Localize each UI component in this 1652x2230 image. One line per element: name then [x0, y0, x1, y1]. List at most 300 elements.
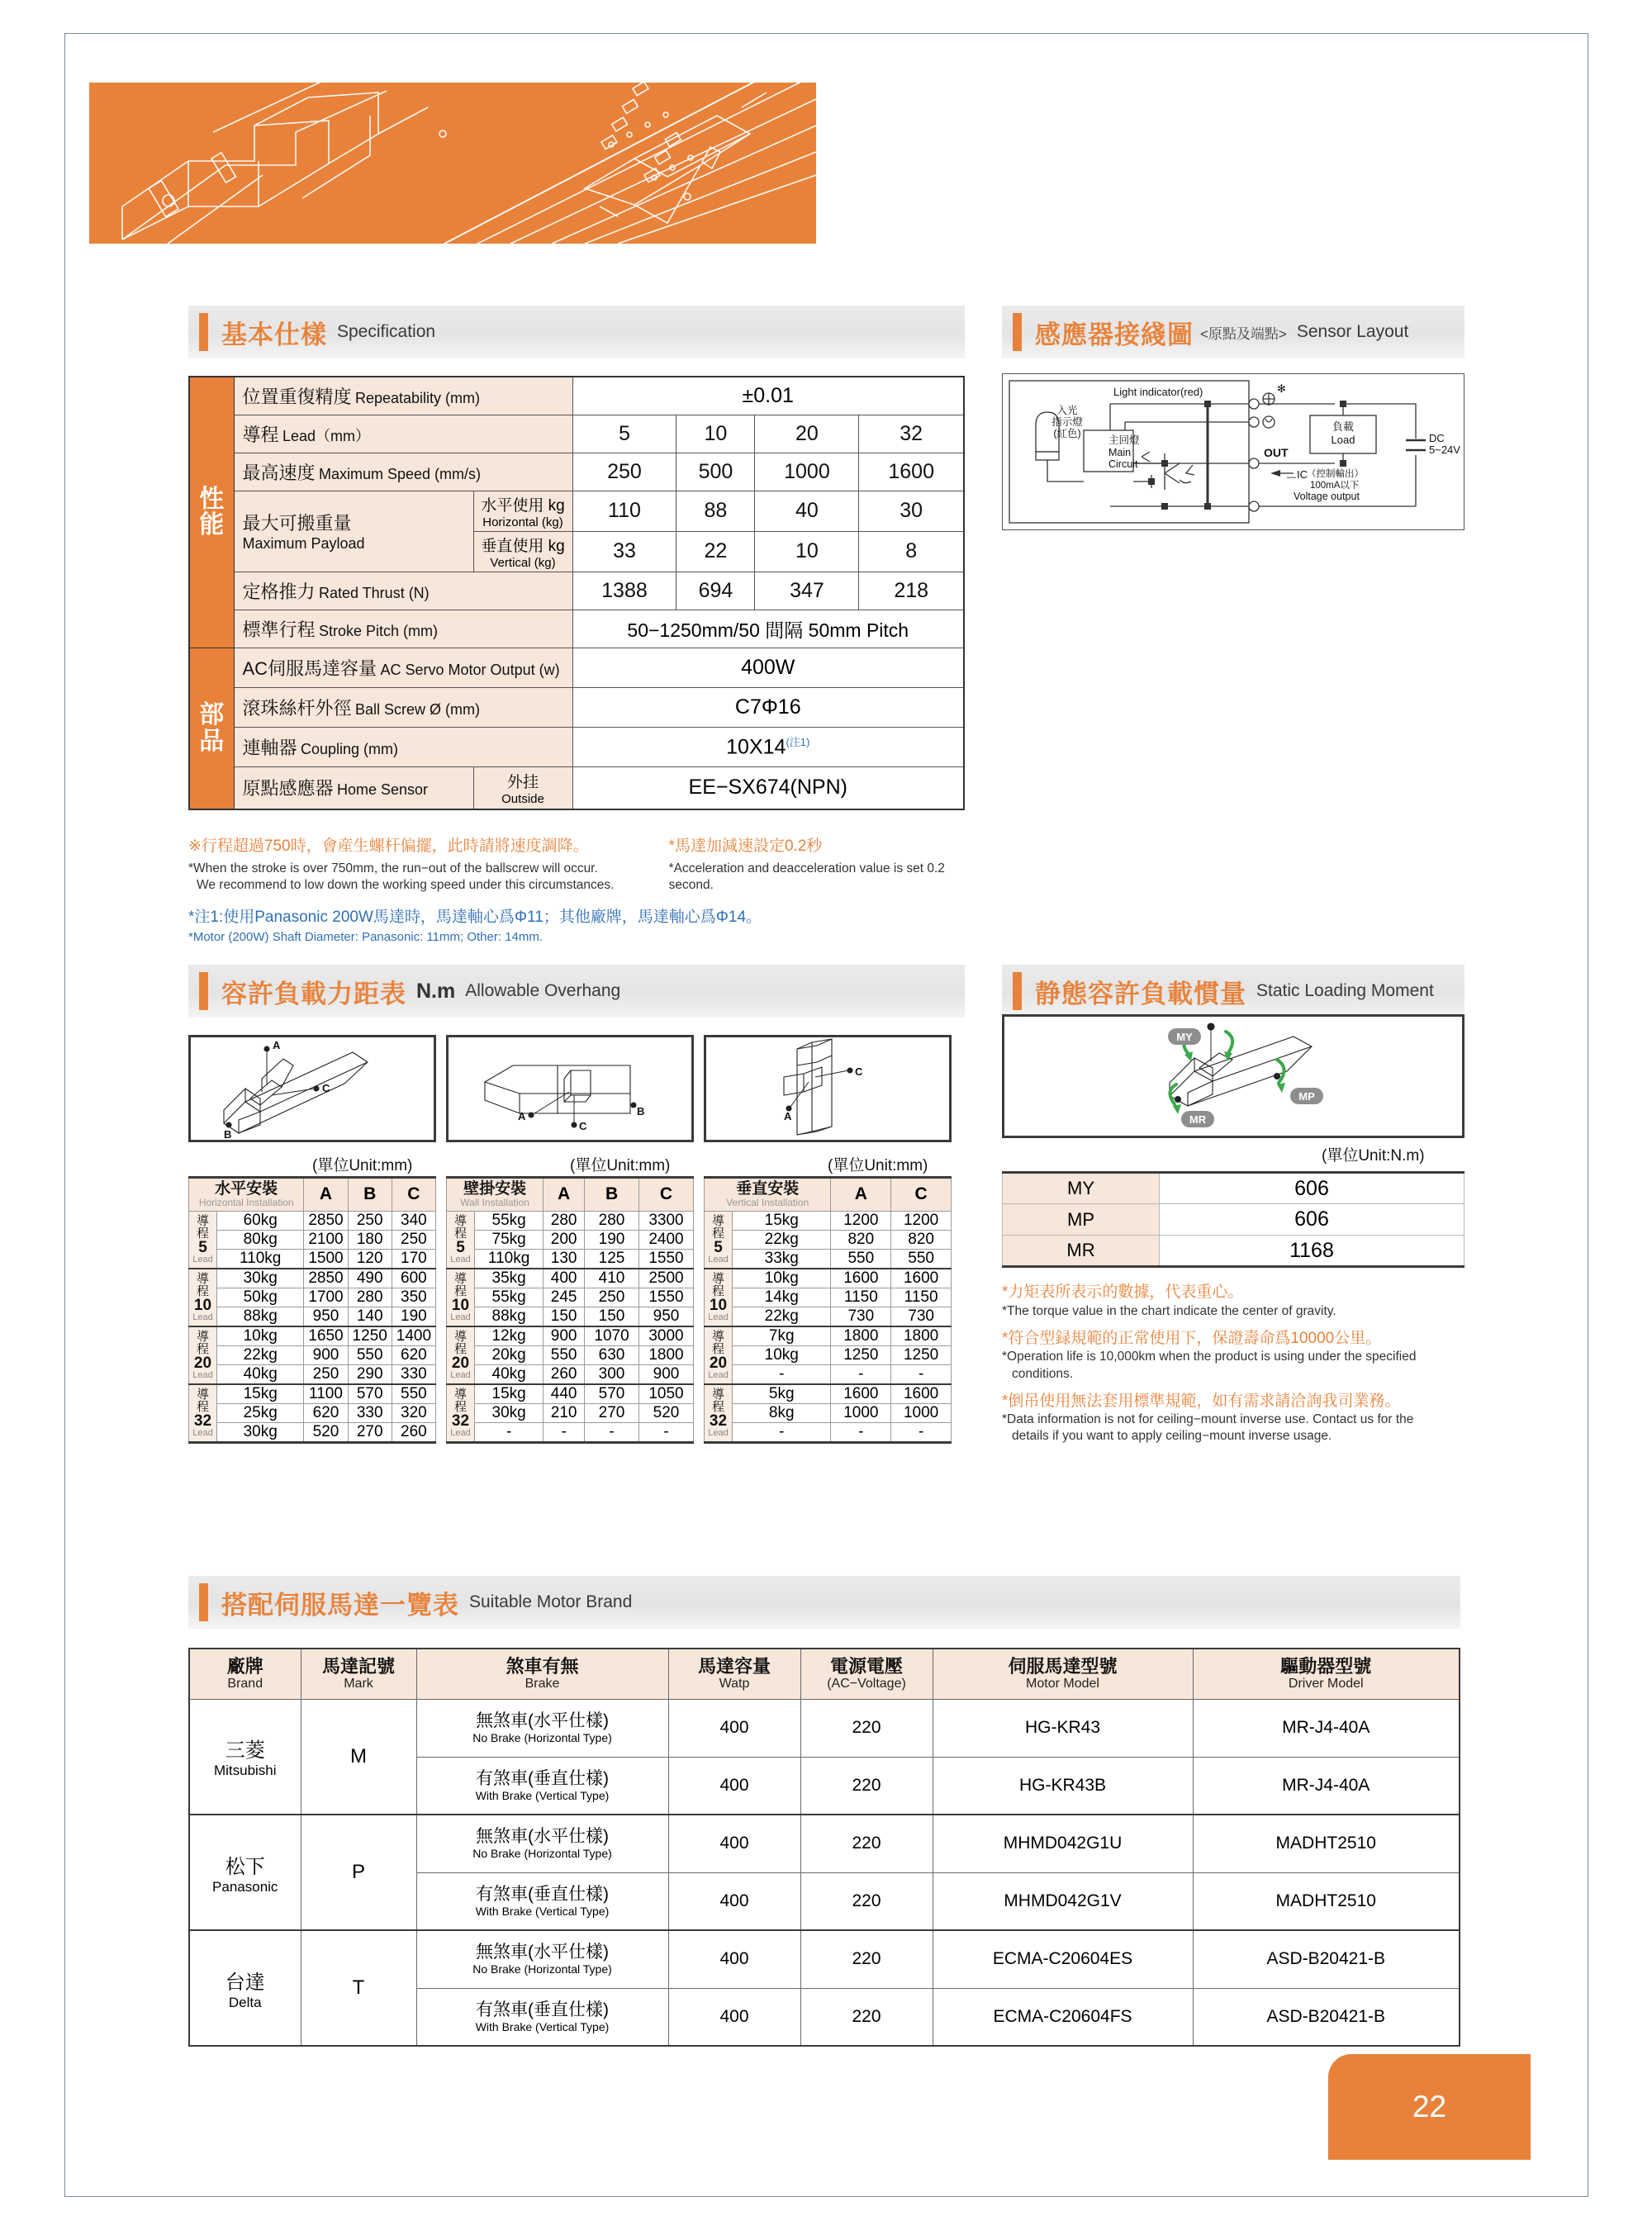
motor-model: HG-KR43 — [933, 1699, 1193, 1757]
overhang-value: 630 — [585, 1345, 639, 1364]
moment-note1-en: *The torque value in the chart indicate the center of gravity. — [1002, 1303, 1336, 1318]
section-title-cn: 搭配伺服馬達一覽表 — [221, 1590, 459, 1620]
overhang-lead-group-5: 導 程 5 Lead — [447, 1211, 475, 1269]
svg-text:A: A — [273, 1039, 281, 1051]
overhang-unit-label-horizontal: (單位Unit:mm) — [312, 1157, 413, 1174]
driver-model: MR-J4-40A — [1193, 1757, 1460, 1815]
table-row — [1003, 1204, 1464, 1236]
sensor-label-light-indicator: Light indicator(red) — [1113, 386, 1203, 398]
overhang-value: 2500 — [639, 1269, 694, 1288]
overhang-value: 260 — [392, 1422, 435, 1442]
svg-text:✻: ✻ — [1277, 382, 1286, 395]
motor-header-motor-model: 伺服馬達型號 Motor Model — [933, 1649, 1193, 1699]
driver-model: MADHT2510 — [1193, 1872, 1460, 1930]
overhang-value: 620 — [304, 1403, 348, 1422]
section-title-en: Specification — [337, 322, 436, 341]
motor-header-mark: 馬達記號 Mark — [301, 1649, 416, 1699]
spec-row-label-coupling: 連軸器 Coupling (mm) — [234, 727, 572, 766]
overhang-value: 210 — [544, 1403, 585, 1422]
overhang-weight: 40kg — [475, 1364, 544, 1384]
moment-key-mr: MR — [1003, 1236, 1160, 1267]
table-row — [705, 1230, 952, 1249]
overhang-value: 2100 — [304, 1230, 348, 1249]
overhang-value: 3000 — [639, 1326, 694, 1346]
overhang-table-wall — [446, 1176, 694, 1444]
motor-watt: 400 — [668, 1988, 800, 2046]
motor-watt: 400 — [668, 1757, 800, 1815]
spec-value-lead-2: 10 — [676, 415, 755, 453]
overhang-weight: 10kg — [217, 1326, 304, 1346]
overhang-weight: 50kg — [217, 1288, 304, 1307]
table-row — [189, 1249, 436, 1269]
driver-model: MADHT2510 — [1193, 1815, 1460, 1872]
spec-value-payload-v-1: 33 — [572, 531, 676, 572]
specification-table — [188, 376, 965, 810]
section-header-specification — [188, 306, 965, 358]
table-row — [447, 1288, 694, 1307]
overhang-value: 1800 — [639, 1345, 694, 1364]
overhang-value: 250 — [392, 1230, 435, 1249]
spec-value-payload-v-3: 10 — [755, 531, 859, 572]
overhang-value: 1250 — [348, 1326, 392, 1346]
overhang-weight: - — [475, 1422, 544, 1442]
overhang-col-b: B — [348, 1178, 392, 1212]
overhang-lead-group-32: 導 程 32 Lead — [447, 1384, 475, 1443]
note-stroke-cn: ※行程超過750時，會産生螺杆偏擺，此時請將速度調降。 — [188, 837, 589, 855]
overhang-value: 1550 — [639, 1288, 694, 1307]
moment-notes — [1002, 1282, 1477, 1445]
motor-model: ECMA-C20604FS — [933, 1988, 1193, 2046]
table-row — [705, 1364, 952, 1384]
table-row — [447, 1345, 694, 1364]
svg-text:A: A — [784, 1110, 792, 1122]
svg-text:IC: IC — [1297, 468, 1308, 481]
svg-text:DC: DC — [1429, 432, 1445, 444]
overhang-weight: 15kg — [475, 1384, 544, 1404]
motor-header-watt: 馬達容量 Watp — [668, 1649, 800, 1699]
spec-value-payload-v-2: 22 — [676, 531, 755, 572]
motor-brake-type: 有煞車(垂直仕樣) With Brake (Vertical Type) — [416, 1757, 668, 1815]
moment-label-my: MY — [1176, 1031, 1193, 1043]
motor-model: MHMD042G1V — [933, 1872, 1193, 1930]
svg-text:—: — — [1287, 472, 1296, 482]
table-row — [189, 1422, 436, 1442]
section-title-unit: N.m — [416, 979, 456, 1003]
note-accel-cn: *馬達加減速設定0.2秒 — [668, 837, 823, 855]
driver-model: ASD-B20421-B — [1193, 1930, 1460, 1988]
overhang-value: 290 — [348, 1364, 392, 1384]
overhang-weight: - — [733, 1422, 831, 1442]
overhang-value: 330 — [392, 1364, 435, 1384]
overhang-value: 300 — [585, 1364, 639, 1384]
note-footnote1-en: *Motor (200W) Shaft Diameter: Panasonic: 11mm; Other: 14mm. — [188, 929, 544, 944]
motor-table-header — [189, 1649, 1460, 1699]
overhang-weight: 5kg — [733, 1384, 831, 1404]
moment-key-my: MY — [1003, 1173, 1160, 1204]
overhang-value: 820 — [831, 1230, 891, 1249]
overhang-value: 1700 — [304, 1288, 348, 1307]
table-row — [189, 1403, 436, 1422]
table-row — [189, 1364, 436, 1384]
spec-value-payload-h-3: 40 — [755, 491, 859, 531]
table-row — [447, 1422, 694, 1442]
overhang-value: 440 — [544, 1384, 585, 1404]
svg-text:C: C — [855, 1065, 863, 1078]
section-header-static-loading — [1002, 965, 1464, 1018]
moment-note2-cn: *符合型録規範的正常使用下，保證壽命爲10000公里。 — [1002, 1329, 1382, 1347]
svg-text:（控制輸出）: （控制輸出） — [1307, 469, 1364, 479]
overhang-value: - — [831, 1364, 891, 1384]
table-row — [1003, 1236, 1464, 1267]
overhang-value: 900 — [639, 1364, 694, 1384]
overhang-value: 1150 — [891, 1288, 952, 1307]
overhang-value: 410 — [585, 1269, 639, 1288]
overhang-value: 490 — [348, 1269, 392, 1288]
static-loading-moment-table — [1002, 1171, 1464, 1268]
motor-brake-type: 無煞車(水平仕樣) No Brake (Horizontal Type) — [416, 1699, 668, 1757]
overhang-value: 1400 — [392, 1326, 435, 1346]
table-row — [189, 1930, 1460, 1988]
moment-note2-en-2: conditions. — [1012, 1366, 1074, 1381]
overhang-value: 600 — [392, 1269, 435, 1288]
table-row — [447, 1269, 694, 1288]
motor-voltage: 220 — [800, 1815, 933, 1872]
table-row — [189, 1815, 1460, 1872]
section-title-en: Sensor Layout — [1296, 322, 1409, 341]
spec-value-coupling: $10X14^{(注1)}$ — [572, 727, 964, 766]
spec-value-repeatability: ±0.01 — [572, 377, 964, 415]
table-row — [705, 1384, 952, 1404]
overhang-weight: 55kg — [475, 1211, 544, 1230]
overhang-weight: 10kg — [733, 1269, 831, 1288]
table-row — [705, 1288, 952, 1307]
overhang-value: 120 — [348, 1249, 392, 1269]
moment-note3-cn: *倒吊使用無法套用標準規範，如有需求請洽詢我司業務。 — [1002, 1392, 1401, 1410]
motor-header-driver-model: 驅動器型號 Driver Model — [1193, 1649, 1460, 1699]
overhang-weight: 75kg — [475, 1230, 544, 1249]
overhang-weight: 60kg — [217, 1211, 304, 1230]
moment-value-mp: 606 — [1160, 1204, 1464, 1236]
overhang-weight: - — [733, 1364, 831, 1384]
spec-value-speed-2: 500 — [676, 453, 755, 491]
overhang-value: 620 — [392, 1345, 435, 1364]
overhang-value: 550 — [544, 1345, 585, 1364]
overhang-weight: 88kg — [217, 1307, 304, 1326]
spec-row-label-ball-screw: 滾珠絲杆外徑 Ball Screw Ø (mm) — [234, 687, 572, 727]
overhang-value: 1600 — [831, 1269, 891, 1288]
overhang-value: - — [639, 1422, 694, 1442]
motor-brand-mitsubishi: 三菱 Mitsubishi — [189, 1699, 301, 1815]
note-stroke-en-1: *When the stroke is over 750mm, the run−out of the ballscrew will occur. — [188, 861, 598, 875]
overhang-value: 1150 — [831, 1288, 891, 1307]
table-row — [189, 1699, 1460, 1757]
overhang-value: 1100 — [304, 1384, 348, 1404]
moment-note2-en-1: *Operation life is 10,000km when the product is using under the specified — [1002, 1350, 1417, 1364]
overhang-value: 1800 — [891, 1326, 952, 1346]
overhang-value: 570 — [585, 1384, 639, 1404]
moment-label-mp: MP — [1298, 1090, 1315, 1103]
overhang-value: 1050 — [639, 1384, 694, 1404]
spec-value-lead-1: 5 — [572, 415, 676, 453]
overhang-value: 1500 — [304, 1249, 348, 1269]
overhang-value: - — [891, 1364, 952, 1384]
motor-model: MHMD042G1U — [933, 1815, 1193, 1872]
spec-value-payload-h-4: 30 — [859, 491, 964, 531]
svg-text:B: B — [224, 1128, 232, 1140]
spec-value-home-sensor: EE−SX674(NPN) — [572, 766, 964, 809]
overhang-lead-group-10: 導 程 10 Lead — [705, 1269, 733, 1326]
overhang-value: 270 — [585, 1403, 639, 1422]
overhang-unit-label-wall: (單位Unit:mm) — [570, 1157, 671, 1174]
overhang-figure-vertical — [704, 1035, 952, 1142]
spec-value-thrust-4: 218 — [859, 572, 964, 610]
spec-value-payload-v-4: 8 — [859, 531, 964, 572]
table-row — [705, 1211, 952, 1230]
overhang-lead-group-5: 導 程 5 Lead — [705, 1211, 733, 1269]
section-title-en: Suitable Motor Brand — [469, 1592, 633, 1611]
spec-value-speed-3: 1000 — [755, 453, 859, 491]
spec-value-ball-screw: C7Φ16 — [572, 687, 964, 727]
overhang-value: 130 — [544, 1249, 585, 1269]
overhang-weight: 15kg — [217, 1384, 304, 1404]
overhang-value: 950 — [639, 1307, 694, 1326]
overhang-value: 280 — [544, 1211, 585, 1230]
table-row — [447, 1384, 694, 1404]
svg-text:負載: 負載 — [1332, 420, 1355, 433]
accent-bar — [199, 972, 208, 1010]
overhang-value: 1600 — [891, 1384, 952, 1404]
accent-bar — [1013, 313, 1022, 351]
motor-voltage: 220 — [800, 1930, 933, 1988]
overhang-weight: 15kg — [733, 1211, 831, 1230]
overhang-weight: 25kg — [217, 1403, 304, 1422]
overhang-value: 270 — [348, 1422, 392, 1442]
specification-notes — [188, 836, 973, 945]
overhang-value: 1600 — [831, 1384, 891, 1404]
overhang-title: 水平安裝 Horizontal Installation — [189, 1178, 304, 1212]
spec-row-label-rated-thrust: 定格推力 Rated Thrust (N) — [234, 572, 572, 610]
section-title-cn: 容許負載力距表 — [221, 979, 406, 1008]
overhang-lead-group-32: 導 程 32 Lead — [705, 1384, 733, 1443]
table-header-row — [189, 1178, 436, 1212]
overhang-value: 550 — [891, 1249, 952, 1269]
overhang-weight: 35kg — [475, 1269, 544, 1288]
note-stroke-en-2: We recommend to low down the working speed under this circumstances. — [197, 877, 615, 892]
overhang-lead-group-32: 導 程 32 Lead — [189, 1384, 217, 1443]
table-row — [447, 1326, 694, 1346]
motor-voltage: 220 — [800, 1757, 933, 1815]
motor-header-brake: 煞車有無 Brake — [416, 1649, 668, 1699]
overhang-value: 1550 — [639, 1249, 694, 1269]
overhang-value: - — [544, 1422, 585, 1442]
overhang-lead-group-5: 導 程 5 Lead — [189, 1211, 217, 1269]
overhang-lead-group-20: 導 程 20 Lead — [447, 1326, 475, 1384]
motor-table-body — [189, 1699, 1460, 2046]
table-row — [189, 1288, 436, 1307]
overhang-value: 1000 — [891, 1403, 952, 1422]
spec-value-payload-h-1: 110 — [572, 491, 676, 531]
overhang-value: 570 — [348, 1384, 392, 1404]
spec-row-label-lead: 導程 Lead（mm） — [234, 415, 572, 453]
spec-value-thrust-1: 1388 — [572, 572, 676, 610]
table-row — [189, 1269, 436, 1288]
section-title-cn: 基本仕樣 — [221, 320, 327, 349]
motor-mark: P — [301, 1815, 416, 1930]
overhang-value: 730 — [831, 1307, 891, 1326]
svg-text:A: A — [518, 1110, 526, 1122]
spec-value-speed-1: 250 — [572, 453, 676, 491]
motor-model: ECMA-C20604ES — [933, 1930, 1193, 1988]
overhang-value: 1800 — [831, 1326, 891, 1346]
overhang-value: 2850 — [304, 1211, 348, 1230]
note-accel-en: *Acceleration and deacceleration value is set 0.2 second. — [668, 861, 945, 892]
motor-brand-panasonic: 松下 Panasonic — [189, 1815, 301, 1930]
overhang-value: 330 — [348, 1403, 392, 1422]
overhang-weight: 22kg — [733, 1307, 831, 1326]
overhang-value: 1250 — [891, 1345, 952, 1364]
motor-brake-type: 有煞車(垂直仕樣) With Brake (Vertical Type) — [416, 1872, 668, 1930]
spec-sub-horizontal: 水平使用 kg Horizontal (kg) — [473, 491, 572, 531]
overhang-value: 1650 — [304, 1326, 348, 1346]
overhang-value: 280 — [348, 1288, 392, 1307]
overhang-weight: 22kg — [733, 1230, 831, 1249]
overhang-value: 170 — [392, 1249, 435, 1269]
spec-row-label-repeatability: 位置重復精度 Repeatability (mm) — [234, 377, 572, 415]
svg-text:Circuit: Circuit — [1108, 458, 1138, 470]
spec-row-label-home-sensor: 原點感應器 Home Sensor — [234, 766, 473, 809]
spec-row-label-max-speed: 最高速度 Maximum Speed (mm/s) — [234, 453, 572, 491]
spec-value-stroke-pitch: 50−1250mm/50 間隔 50mm Pitch — [572, 610, 964, 648]
accent-bar — [199, 313, 208, 351]
svg-text:(紅色): (紅色) — [1053, 428, 1081, 439]
overhang-weight: 30kg — [217, 1269, 304, 1288]
overhang-value: 1200 — [831, 1211, 891, 1230]
overhang-weight: 10kg — [733, 1345, 831, 1364]
overhang-value: 250 — [304, 1364, 348, 1384]
overhang-weight: 7kg — [733, 1326, 831, 1346]
overhang-title: 垂直安裝 Vertical Installation — [705, 1178, 831, 1212]
overhang-value: 250 — [585, 1288, 639, 1307]
page-number-tab — [1328, 2054, 1531, 2160]
moment-label-mr: MR — [1189, 1113, 1207, 1126]
spec-value-lead-3: 20 — [755, 415, 859, 453]
overhang-col-c: C — [639, 1178, 694, 1212]
motor-watt: 400 — [668, 1815, 800, 1872]
overhang-figure-wall — [446, 1035, 694, 1142]
overhang-value: 140 — [348, 1307, 392, 1326]
overhang-weight: 14kg — [733, 1288, 831, 1307]
overhang-figure-horizontal — [188, 1035, 436, 1142]
spec-category-parts: 部品 — [189, 648, 234, 809]
overhang-value: 350 — [392, 1288, 435, 1307]
overhang-col-a: A — [831, 1178, 891, 1212]
table-row — [447, 1211, 694, 1230]
spec-row-label-servo-output: AC伺服馬達容量 AC Servo Motor Output (w) — [234, 648, 572, 687]
overhang-weight: 110kg — [217, 1249, 304, 1269]
overhang-lead-group-20: 導 程 20 Lead — [189, 1326, 217, 1384]
spec-category-performance: 性能 — [189, 377, 234, 648]
table-row — [705, 1403, 952, 1422]
table-header-row — [447, 1178, 694, 1212]
moment-note1-cn: *力矩表所表示的數據，代表重心。 — [1002, 1283, 1244, 1301]
overhang-value: 550 — [348, 1345, 392, 1364]
svg-text:100mA以下: 100mA以下 — [1310, 481, 1360, 491]
svg-text:5~24V: 5~24V — [1429, 444, 1460, 456]
moment-key-mp: MP — [1003, 1204, 1160, 1236]
overhang-weight: 40kg — [217, 1364, 304, 1384]
spec-sub-outside: 外挂 Outside — [473, 766, 572, 809]
motor-watt: 400 — [668, 1872, 800, 1930]
overhang-col-b: B — [585, 1178, 639, 1212]
overhang-weight: 30kg — [217, 1422, 304, 1442]
svg-text:Load: Load — [1331, 434, 1355, 446]
spec-row-label-stroke-pitch: 標準行程 Stroke Pitch (mm) — [234, 610, 572, 648]
section-title-en: Static Loading Moment — [1256, 981, 1434, 1000]
overhang-value: 1070 — [585, 1326, 639, 1346]
overhang-value: 150 — [585, 1307, 639, 1326]
svg-text:C: C — [322, 1082, 330, 1094]
table-row — [189, 1211, 436, 1230]
svg-text:Voltage output: Voltage output — [1294, 491, 1360, 502]
table-row — [189, 1326, 436, 1346]
motor-watt: 400 — [668, 1930, 800, 1988]
table-header-row — [189, 1649, 1460, 1699]
overhang-weight: 22kg — [217, 1345, 304, 1364]
overhang-weight: 30kg — [475, 1403, 544, 1422]
overhang-weight: 8kg — [733, 1403, 831, 1422]
motor-brake-type: 無煞車(水平仕樣) No Brake (Horizontal Type) — [416, 1815, 668, 1872]
motor-brake-type: 有煞車(垂直仕樣) With Brake (Vertical Type) — [416, 1988, 668, 2046]
overhang-value: 550 — [831, 1249, 891, 1269]
table-row — [447, 1364, 694, 1384]
table-row — [705, 1249, 952, 1269]
product-banner-image — [89, 83, 816, 244]
section-title-cn: 静態容許負載慣量 — [1035, 979, 1246, 1008]
spec-value-thrust-2: 694 — [676, 572, 755, 610]
svg-text:C: C — [579, 1120, 587, 1132]
overhang-value: 125 — [585, 1249, 639, 1269]
overhang-col-c: C — [891, 1178, 952, 1212]
motor-mark: T — [301, 1930, 416, 2046]
overhang-value: 1200 — [891, 1211, 952, 1230]
overhang-value: 520 — [639, 1403, 694, 1422]
motor-brake-type: 無煞車(水平仕樣) No Brake (Horizontal Type) — [416, 1930, 668, 1988]
overhang-value: - — [831, 1422, 891, 1442]
overhang-value: 820 — [891, 1230, 952, 1249]
overhang-value: 250 — [348, 1211, 392, 1230]
suitable-motor-brand-table — [188, 1648, 1460, 2047]
section-header-motor-brand — [188, 1576, 1460, 1629]
sensor-circuit-diagram — [1002, 373, 1464, 530]
overhang-value: 1600 — [891, 1269, 952, 1288]
svg-text:指示燈: 指示燈 — [1051, 416, 1083, 428]
accent-bar — [1013, 972, 1022, 1010]
overhang-value: 1000 — [831, 1403, 891, 1422]
overhang-value: 950 — [304, 1307, 348, 1326]
driver-model: MR-J4-40A — [1193, 1699, 1460, 1757]
overhang-weight: 33kg — [733, 1249, 831, 1269]
footnote-marker-1: (注1) — [786, 736, 810, 749]
overhang-col-a: A — [304, 1178, 348, 1212]
note-footnote1-cn: *注1:使用Panasonic 200W馬達時，馬達軸心爲Φ11；其他廠牌，馬達軸心爲Φ14。 — [188, 908, 762, 926]
table-row — [447, 1307, 694, 1326]
section-header-allowable-overhang — [188, 965, 965, 1018]
motor-watt: 400 — [668, 1699, 800, 1757]
overhang-value: 3300 — [639, 1211, 694, 1230]
motor-voltage: 220 — [800, 1872, 933, 1930]
page-number: 22 — [1412, 2090, 1447, 2123]
motor-brand-delta: 台達 Delta — [189, 1930, 301, 2046]
